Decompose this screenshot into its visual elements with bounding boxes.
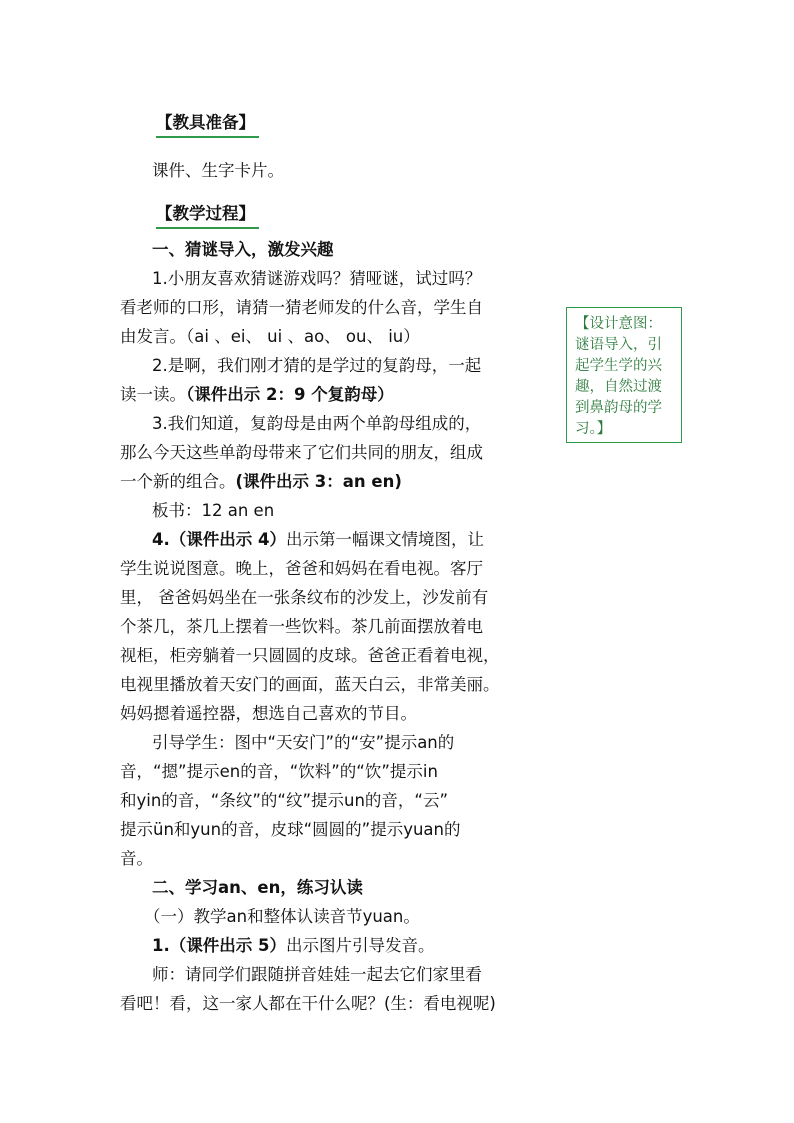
paragraph-line: 学生说说图意。晚上，爸爸和妈妈在看电视。客厅: [120, 559, 483, 578]
process-heading-line: [120, 197, 552, 235]
courseware-note: 4.（课件出示 4）: [152, 530, 286, 549]
paragraph-line: 电视里播放着天安门的画面，蓝天白云，非常美丽。: [120, 675, 500, 694]
paragraph-line: [120, 525, 552, 554]
paragraph-line: 看老师的口形，请猜一猜老师发的什么音，学生自: [120, 298, 483, 317]
subsection-heading: （一）教学an和整体认读音节yuan。: [144, 907, 420, 926]
heading-process: 【教学过程】: [156, 201, 259, 229]
blackboard-line: 板书：12 an en: [152, 501, 275, 520]
design-intent-note: 【设计意图：谜语导入，引起学生学的兴趣，自然过渡到鼻韵母的学习。】: [566, 307, 682, 443]
text-run: 一个新的组合。: [120, 472, 236, 491]
paragraph-line: 和yin的音，“条纹”的“纹”提示un的音，“云”: [120, 791, 449, 810]
paragraph-line: [120, 380, 552, 409]
paragraph-line: [120, 931, 552, 960]
paragraph-line: 师：请同学们跟随拼音娃娃一起去它们家里看: [152, 965, 482, 984]
paragraph-line: 1.小朋友喜欢猜谜游戏吗？猜哑谜，试过吗？: [152, 269, 482, 288]
paragraph-line: 音，“摁”提示en的音，“饮料”的“饮”提示in: [120, 762, 438, 781]
paragraph-line: 音。: [120, 849, 153, 868]
paragraph-line: [120, 467, 552, 496]
paragraph-line: 个茶几，茶几上摆着一些饮料。茶几前面摆放着电: [120, 617, 483, 636]
courseware-note: 1.（课件出示 5）: [152, 936, 286, 955]
lesson-plan-body: [120, 106, 552, 1018]
paragraph-line: 引导学生：图中“天安门”的“安”提示an的: [152, 733, 455, 752]
tools-text: 课件、生字卡片。: [152, 161, 284, 180]
paragraph-line: 那么今天这些单韵母带来了它们共同的朋友，组成: [120, 443, 483, 462]
paragraph-line: 视柜，柜旁躺着一只圆圆的皮球。爸爸正看着电视，: [120, 646, 500, 665]
paragraph-line: 妈妈摁着遥控器，想选自己喜欢的节目。: [120, 704, 417, 723]
paragraph-line: 提示ün和yun的音，皮球“圆圆的”提示yuan的: [120, 820, 461, 839]
paragraph-line: 看吧！看，这一家人都在干什么呢？(生：看电视呢): [120, 994, 496, 1013]
tools-heading-line: [120, 106, 552, 144]
courseware-note: (课件出示 3：an en): [235, 472, 402, 491]
text-run: 出示第一幅课文情境图，让: [285, 530, 484, 549]
paragraph-line: 2.是啊，我们刚才猜的是学过的复韵母，一起: [152, 356, 482, 375]
courseware-note: （课件出示 2：9 个复韵母）: [186, 385, 394, 404]
paragraph-line: 3.我们知道，复韵母是由两个单韵母组成的，: [152, 414, 482, 433]
text-run: 读一读。: [120, 385, 186, 404]
section-heading-1: 一、猜谜导入，激发兴趣: [152, 240, 334, 259]
heading-tools: 【教具准备】: [156, 110, 259, 138]
text-run: 出示图片引导发音。: [285, 936, 435, 955]
section-heading-2: 二、学习an、en，练习认读: [152, 878, 363, 897]
paragraph-line: 里， 爸爸妈妈坐在一张条纹布的沙发上，沙发前有: [120, 588, 489, 607]
paragraph-line: 由发言。（ai 、ei、 ui 、ao、 ou、 iu）: [120, 327, 420, 346]
